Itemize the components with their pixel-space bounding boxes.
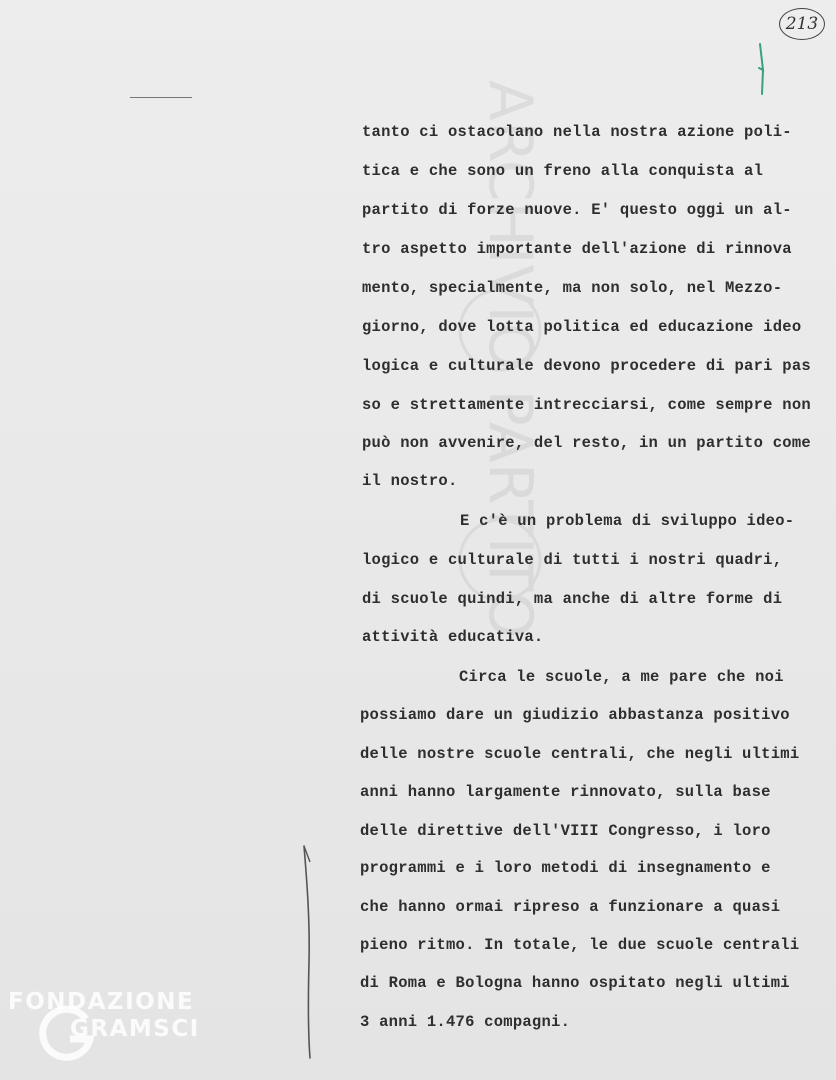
fondazione-gramsci-watermark-logo	[8, 985, 228, 1075]
text-line: attività educativa.	[362, 628, 544, 646]
text-line: mento, specialmente, ma non solo, nel Mezzo-	[362, 279, 783, 297]
text-line: che hanno ormai ripreso a funzionare a quasi	[360, 898, 781, 916]
text-line: di scuole quindi, ma anche di altre forme di	[362, 590, 783, 608]
text-line: logico e culturale di tutti i nostri quadri,	[362, 551, 783, 569]
text-line: delle direttive dell'VIII Congresso, i loro	[360, 822, 771, 840]
text-line: tanto ci ostacolano nella nostra azione poli-	[362, 123, 792, 141]
text-line: logica e culturale devono procedere di pari pas	[362, 357, 811, 375]
text-line: pieno ritmo. In totale, le due scuole centrali	[360, 936, 800, 954]
text-line: tica e che sono un freno alla conquista al	[362, 162, 764, 180]
logo-line-1: FONDAZIONE	[8, 989, 195, 1015]
text-line: delle nostre scuole centrali, che negli ultimi	[360, 745, 800, 763]
logo-line-2: GRAMSCI	[70, 1016, 200, 1042]
text-line: giorno, dove lotta politica ed educazione ideo	[362, 318, 802, 336]
text-line: di Roma e Bologna hanno ospitato negli ultimi	[360, 974, 790, 992]
text-line: 3 anni 1.476 compagni.	[360, 1013, 571, 1031]
text-line: anni hanno largamente rinnovato, sulla base	[360, 783, 771, 801]
text-line: partito di forze nuove. E' questo oggi un al-	[362, 201, 792, 219]
text-line: il nostro.	[362, 472, 458, 490]
svg-text:ARCHIVIO PARTITO: ARCHIVIO PARTITO	[475, 80, 545, 639]
text-line: possiamo dare un giudizio abbastanza positivo	[360, 706, 790, 724]
page-number: 213	[779, 8, 825, 40]
text-line: può non avvenire, del resto, in un partito come	[362, 434, 811, 452]
text-line: programmi e i loro metodi di insegnamento e	[360, 859, 771, 877]
text-line: so e strettamente intrecciarsi, come sempre non	[362, 396, 811, 414]
text-line: E c'è un problema di sviluppo ideo-	[460, 512, 795, 530]
text-line: tro aspetto importante dell'azione di rinnova	[362, 240, 792, 258]
text-line: Circa le scuole, a me pare che noi	[459, 668, 784, 686]
